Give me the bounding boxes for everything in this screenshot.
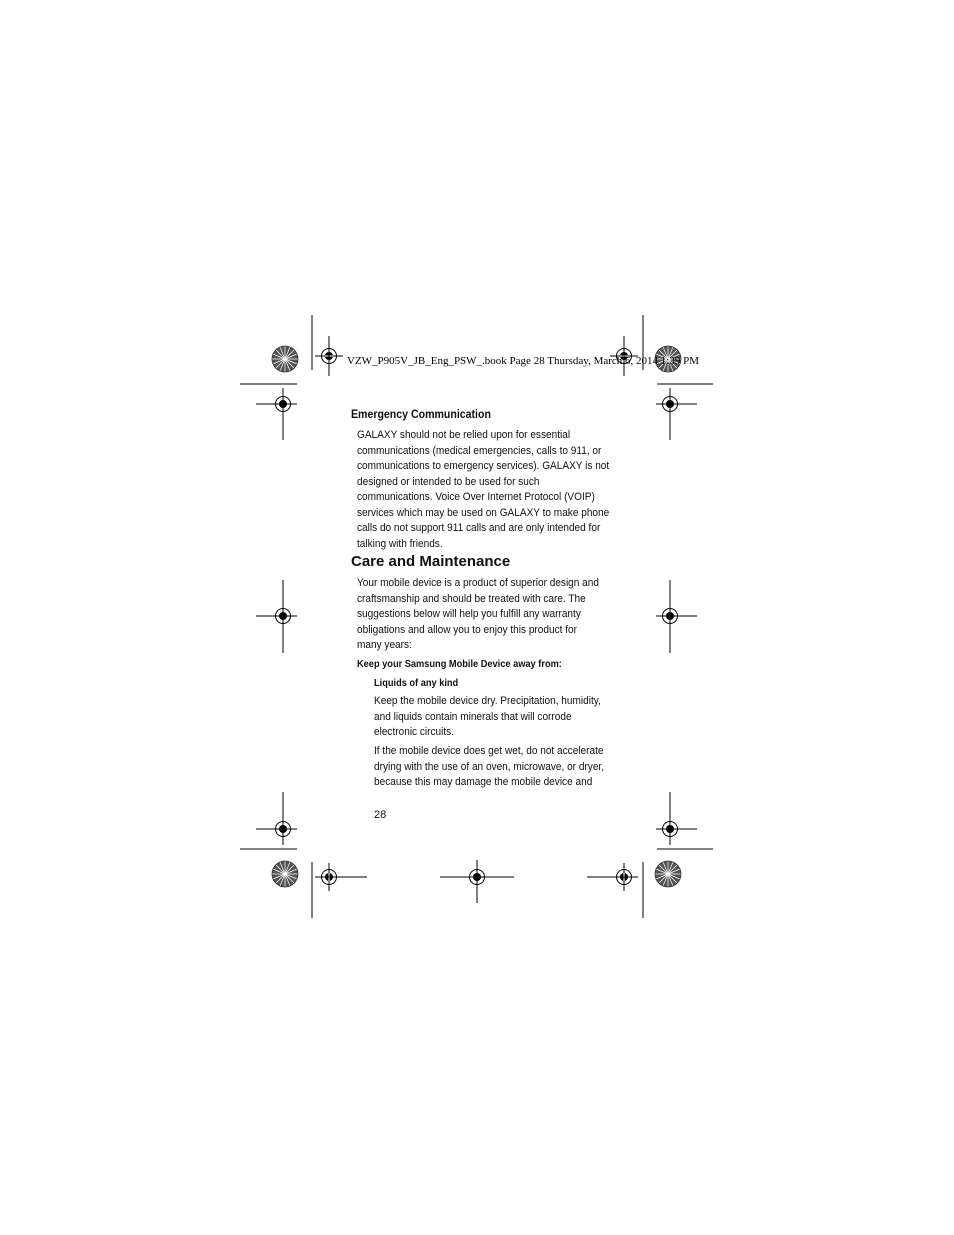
- liquids-paragraph-2: [374, 744, 613, 791]
- text-line: Keep the mobile device dry. Precipitation, humidity,: [374, 695, 601, 707]
- text-line: Your mobile device is a product of superior design and: [357, 577, 599, 589]
- text-line: suggestions below will help you fulfill any warranty: [357, 608, 581, 620]
- text-line: many years:: [357, 639, 412, 651]
- text-line: craftsmanship and should be treated with care. The: [357, 592, 586, 605]
- text-line: calls do not support 911 calls and are only intended for: [357, 522, 601, 534]
- book-file-header: VZW_P905V_JB_Eng_PSW_.book Page 28 Thursday, March 6, 2014 1:39 PM: [347, 355, 699, 367]
- keep-away-label: Keep your Samsung Mobile Device away from:: [357, 658, 562, 670]
- text-line: drying with the use of an oven, microwave, or dryer,: [374, 760, 605, 773]
- text-line: and liquids contain minerals that will corrode: [374, 710, 572, 723]
- text-line: electronic circuits.: [374, 726, 455, 738]
- text-line: because this may damage the mobile device and: [374, 776, 593, 788]
- text-line: services which may be used on GALAXY to make phone: [357, 506, 610, 519]
- text-line: obligations and allow you to enjoy this product for: [357, 623, 577, 636]
- text-line: communications (medical emergencies, calls to 911, or: [357, 444, 602, 457]
- text-line: designed or intended to be used for such: [357, 475, 540, 488]
- text-line: If the mobile device does get wet, do not accelerate: [374, 745, 604, 757]
- care-heading: Care and Maintenance: [351, 553, 511, 570]
- liquids-paragraph-1: [374, 694, 613, 741]
- text-line: GALAXY should not be relied upon for essential: [357, 429, 571, 441]
- text-line: communications. Voice Over Internet Protocol (VOIP): [357, 491, 595, 503]
- emergency-paragraph: [357, 428, 611, 552]
- page-number: 28: [374, 809, 387, 821]
- emergency-heading: Emergency Communication: [351, 409, 491, 421]
- text-line: communications to emergency services). GALAXY is not: [357, 460, 610, 472]
- liquids-label: Liquids of any kind: [374, 677, 459, 689]
- text-line: talking with friends.: [357, 537, 443, 550]
- care-intro-paragraph: [357, 576, 611, 654]
